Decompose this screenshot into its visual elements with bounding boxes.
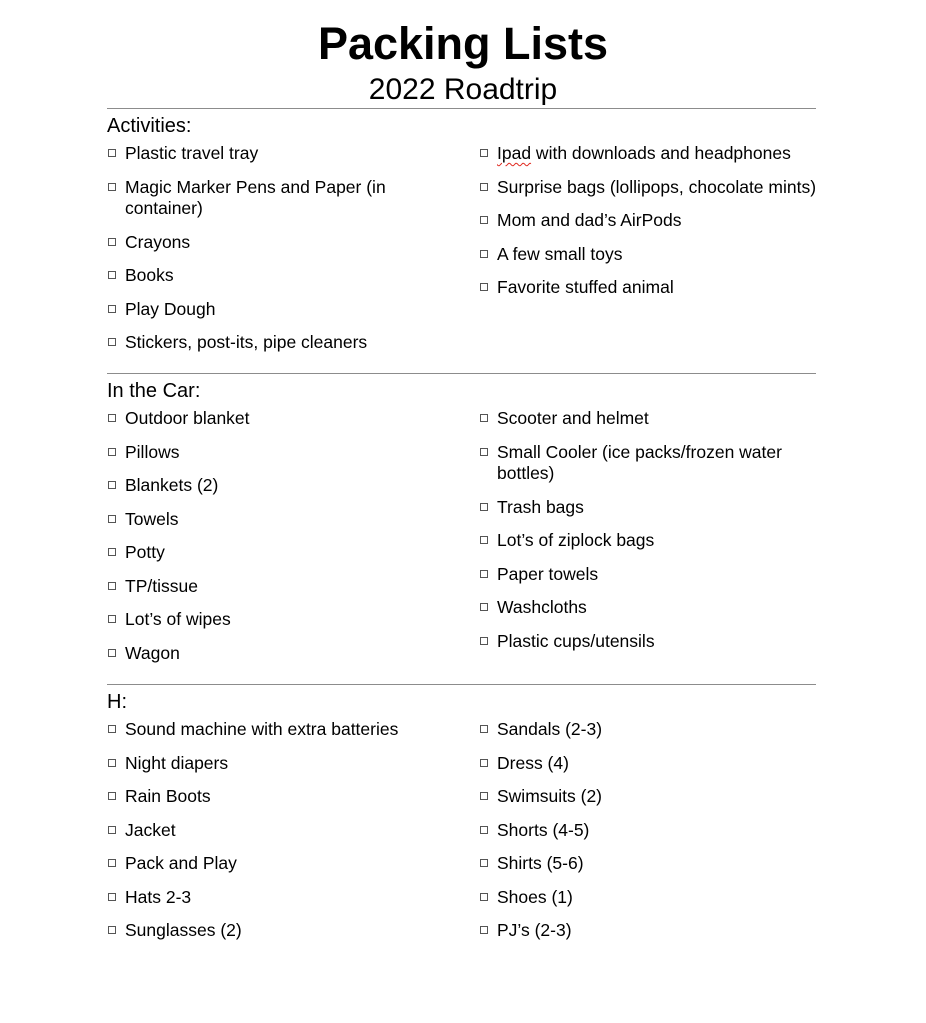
checkbox-icon[interactable] (480, 250, 488, 258)
item-label: Blankets (2) (125, 475, 219, 495)
section-divider (107, 373, 816, 374)
checkbox-icon[interactable] (108, 305, 116, 313)
item-label: Towels (125, 508, 179, 529)
checklist-item[interactable] (107, 609, 459, 631)
page-subtitle: 2022 Roadtrip (368, 73, 558, 106)
checkbox-icon[interactable] (480, 283, 488, 291)
checkbox-icon[interactable] (480, 448, 488, 456)
checkbox-icon[interactable] (480, 859, 488, 867)
checkbox-icon[interactable] (108, 183, 116, 191)
checkbox-icon[interactable] (480, 926, 488, 934)
checklist-item[interactable] (107, 177, 459, 220)
item-label: Mom and dad’s AirPods (497, 210, 682, 230)
checkbox-icon[interactable] (108, 759, 116, 767)
item-label: Outdoor blanket (125, 408, 250, 428)
item-label: Shorts (4-5) (497, 819, 590, 840)
checklist-item[interactable] (107, 820, 459, 842)
item-label: Shoes (1) (497, 886, 573, 907)
section-divider (107, 684, 816, 685)
checklist-item[interactable] (479, 820, 819, 842)
checkbox-icon[interactable] (480, 216, 488, 224)
checkbox-icon[interactable] (108, 481, 116, 489)
item-label: PJ’s (2-3) (497, 920, 572, 940)
item-label: Swimsuits (2) (497, 786, 603, 806)
item-label: Sunglasses (2) (125, 920, 242, 940)
checkbox-icon[interactable] (480, 503, 488, 511)
item-label: Pillows (125, 441, 180, 462)
checkbox-icon[interactable] (480, 603, 488, 611)
checklist-item[interactable] (107, 475, 459, 497)
checkbox-icon[interactable] (108, 893, 116, 901)
checkbox-icon[interactable] (480, 725, 488, 733)
item-label: Night diapers (125, 752, 229, 773)
item-label: TP/tissue (125, 575, 198, 596)
item-label: Favorite stuffed animal (497, 277, 674, 297)
checklist-item[interactable] (107, 753, 459, 775)
checkbox-icon[interactable] (108, 725, 116, 733)
checklist-item[interactable] (479, 497, 819, 519)
item-label: Plastic travel tray (125, 143, 259, 163)
checklist-item[interactable] (107, 786, 459, 808)
item-label: Pack and Play (125, 853, 237, 873)
item-label: Wagon (125, 642, 180, 663)
checklist-item[interactable] (107, 719, 459, 741)
checkbox-icon[interactable] (108, 582, 116, 590)
checklist-item[interactable] (107, 920, 459, 942)
checklist-item[interactable] (479, 244, 819, 266)
item-label: Lot’s of wipes (125, 609, 231, 629)
item-label: Stickers, post-its, pipe cleaners (125, 332, 368, 352)
checkbox-icon[interactable] (480, 637, 488, 645)
section-heading-in-the-car: In the Car: (107, 380, 201, 402)
item-label: Jacket (125, 819, 176, 840)
item-label: A few small toys (497, 243, 623, 264)
item-label: Crayons (125, 231, 191, 252)
checkbox-icon[interactable] (108, 448, 116, 456)
checkbox-icon[interactable] (108, 615, 116, 623)
checklist-item[interactable] (479, 530, 819, 552)
checkbox-icon[interactable] (108, 338, 116, 346)
checklist-item[interactable] (107, 643, 459, 665)
checklist-item[interactable] (107, 853, 459, 875)
checklist-item[interactable] (107, 332, 459, 354)
checkbox-icon[interactable] (480, 792, 488, 800)
checklist-item[interactable] (479, 177, 819, 199)
car-left-list (107, 408, 459, 676)
page-title: Packing Lists (317, 18, 609, 69)
checkbox-icon[interactable] (108, 548, 116, 556)
item-label: Scooter and helmet (497, 408, 649, 428)
activities-left-list (107, 143, 459, 366)
checklist-item[interactable] (479, 920, 819, 942)
item-label: Trash bags (497, 496, 584, 517)
checklist-item[interactable] (479, 143, 819, 165)
item-label: Sandals (2-3) (497, 719, 603, 739)
checklist-item[interactable] (107, 442, 459, 464)
checklist-item[interactable] (107, 299, 459, 321)
item-label: Hats 2-3 (125, 886, 192, 907)
checklist-item[interactable] (479, 210, 819, 232)
item-label: Potty (125, 542, 165, 562)
checkbox-icon[interactable] (108, 859, 116, 867)
activities-right-list (479, 143, 819, 311)
item-label: Surprise bags (lollipops, chocolate mints) (497, 176, 817, 197)
item-label: Rain Boots (125, 786, 211, 806)
checkbox-icon[interactable] (108, 515, 116, 523)
checkbox-icon[interactable] (108, 826, 116, 834)
item-label-misspelled: Ipad (497, 143, 532, 163)
checkbox-icon[interactable] (480, 759, 488, 767)
checklist-item[interactable] (479, 753, 819, 775)
item-label: Books (125, 265, 174, 285)
checkbox-icon[interactable] (108, 149, 116, 157)
checkbox-icon[interactable] (108, 649, 116, 657)
item-label: Dress (4) (497, 752, 569, 773)
checklist-item[interactable] (107, 232, 459, 254)
checkbox-icon[interactable] (108, 271, 116, 279)
checkbox-icon[interactable] (108, 926, 116, 934)
section-heading-activities: Activities: (107, 115, 192, 137)
checkbox-icon[interactable] (480, 570, 488, 578)
checklist-item[interactable] (479, 277, 819, 299)
checkbox-icon[interactable] (480, 414, 488, 422)
checklist-item[interactable] (479, 631, 819, 653)
checkbox-icon[interactable] (480, 893, 488, 901)
checkbox-icon[interactable] (480, 536, 488, 544)
item-label: Paper towels (497, 563, 599, 584)
item-label: Play Dough (125, 298, 216, 319)
checklist-item[interactable] (107, 265, 459, 287)
checklist-item[interactable] (107, 576, 459, 598)
item-label: Magic Marker Pens and Paper (in container) (125, 176, 386, 218)
checklist-item[interactable] (479, 786, 819, 808)
checklist-item[interactable] (107, 887, 459, 909)
checkbox-icon[interactable] (108, 792, 116, 800)
section-divider (107, 108, 816, 109)
item-label: Washcloths (497, 597, 587, 617)
checkbox-icon[interactable] (480, 183, 488, 191)
checklist-item[interactable] (107, 542, 459, 564)
item-label: with downloads and headphones (531, 143, 791, 163)
h-left-list (107, 719, 459, 954)
checklist-item[interactable] (479, 887, 819, 909)
checkbox-icon[interactable] (108, 238, 116, 246)
item-label: Small Cooler (ice packs/frozen water bottles) (497, 441, 782, 483)
checklist-item[interactable] (479, 408, 819, 430)
checklist-item[interactable] (107, 143, 459, 165)
checklist-item[interactable] (479, 853, 819, 875)
item-label: Sound machine with extra batteries (125, 719, 399, 739)
checklist-item[interactable] (107, 509, 459, 531)
item-label: Lot’s of ziplock bags (497, 530, 655, 550)
car-right-list (479, 408, 819, 664)
checklist-item[interactable] (479, 719, 819, 741)
checkbox-icon[interactable] (108, 414, 116, 422)
item-label: Plastic cups/utensils (497, 630, 655, 651)
checkbox-icon[interactable] (480, 826, 488, 834)
checkbox-icon[interactable] (480, 149, 488, 157)
item-label: Shirts (5-6) (497, 853, 584, 873)
h-right-list (479, 719, 819, 954)
checklist-item[interactable] (479, 442, 819, 485)
checklist-item[interactable] (479, 597, 819, 619)
checklist-item[interactable] (107, 408, 459, 430)
section-heading-h: H: (107, 691, 127, 713)
checklist-item[interactable] (479, 564, 819, 586)
